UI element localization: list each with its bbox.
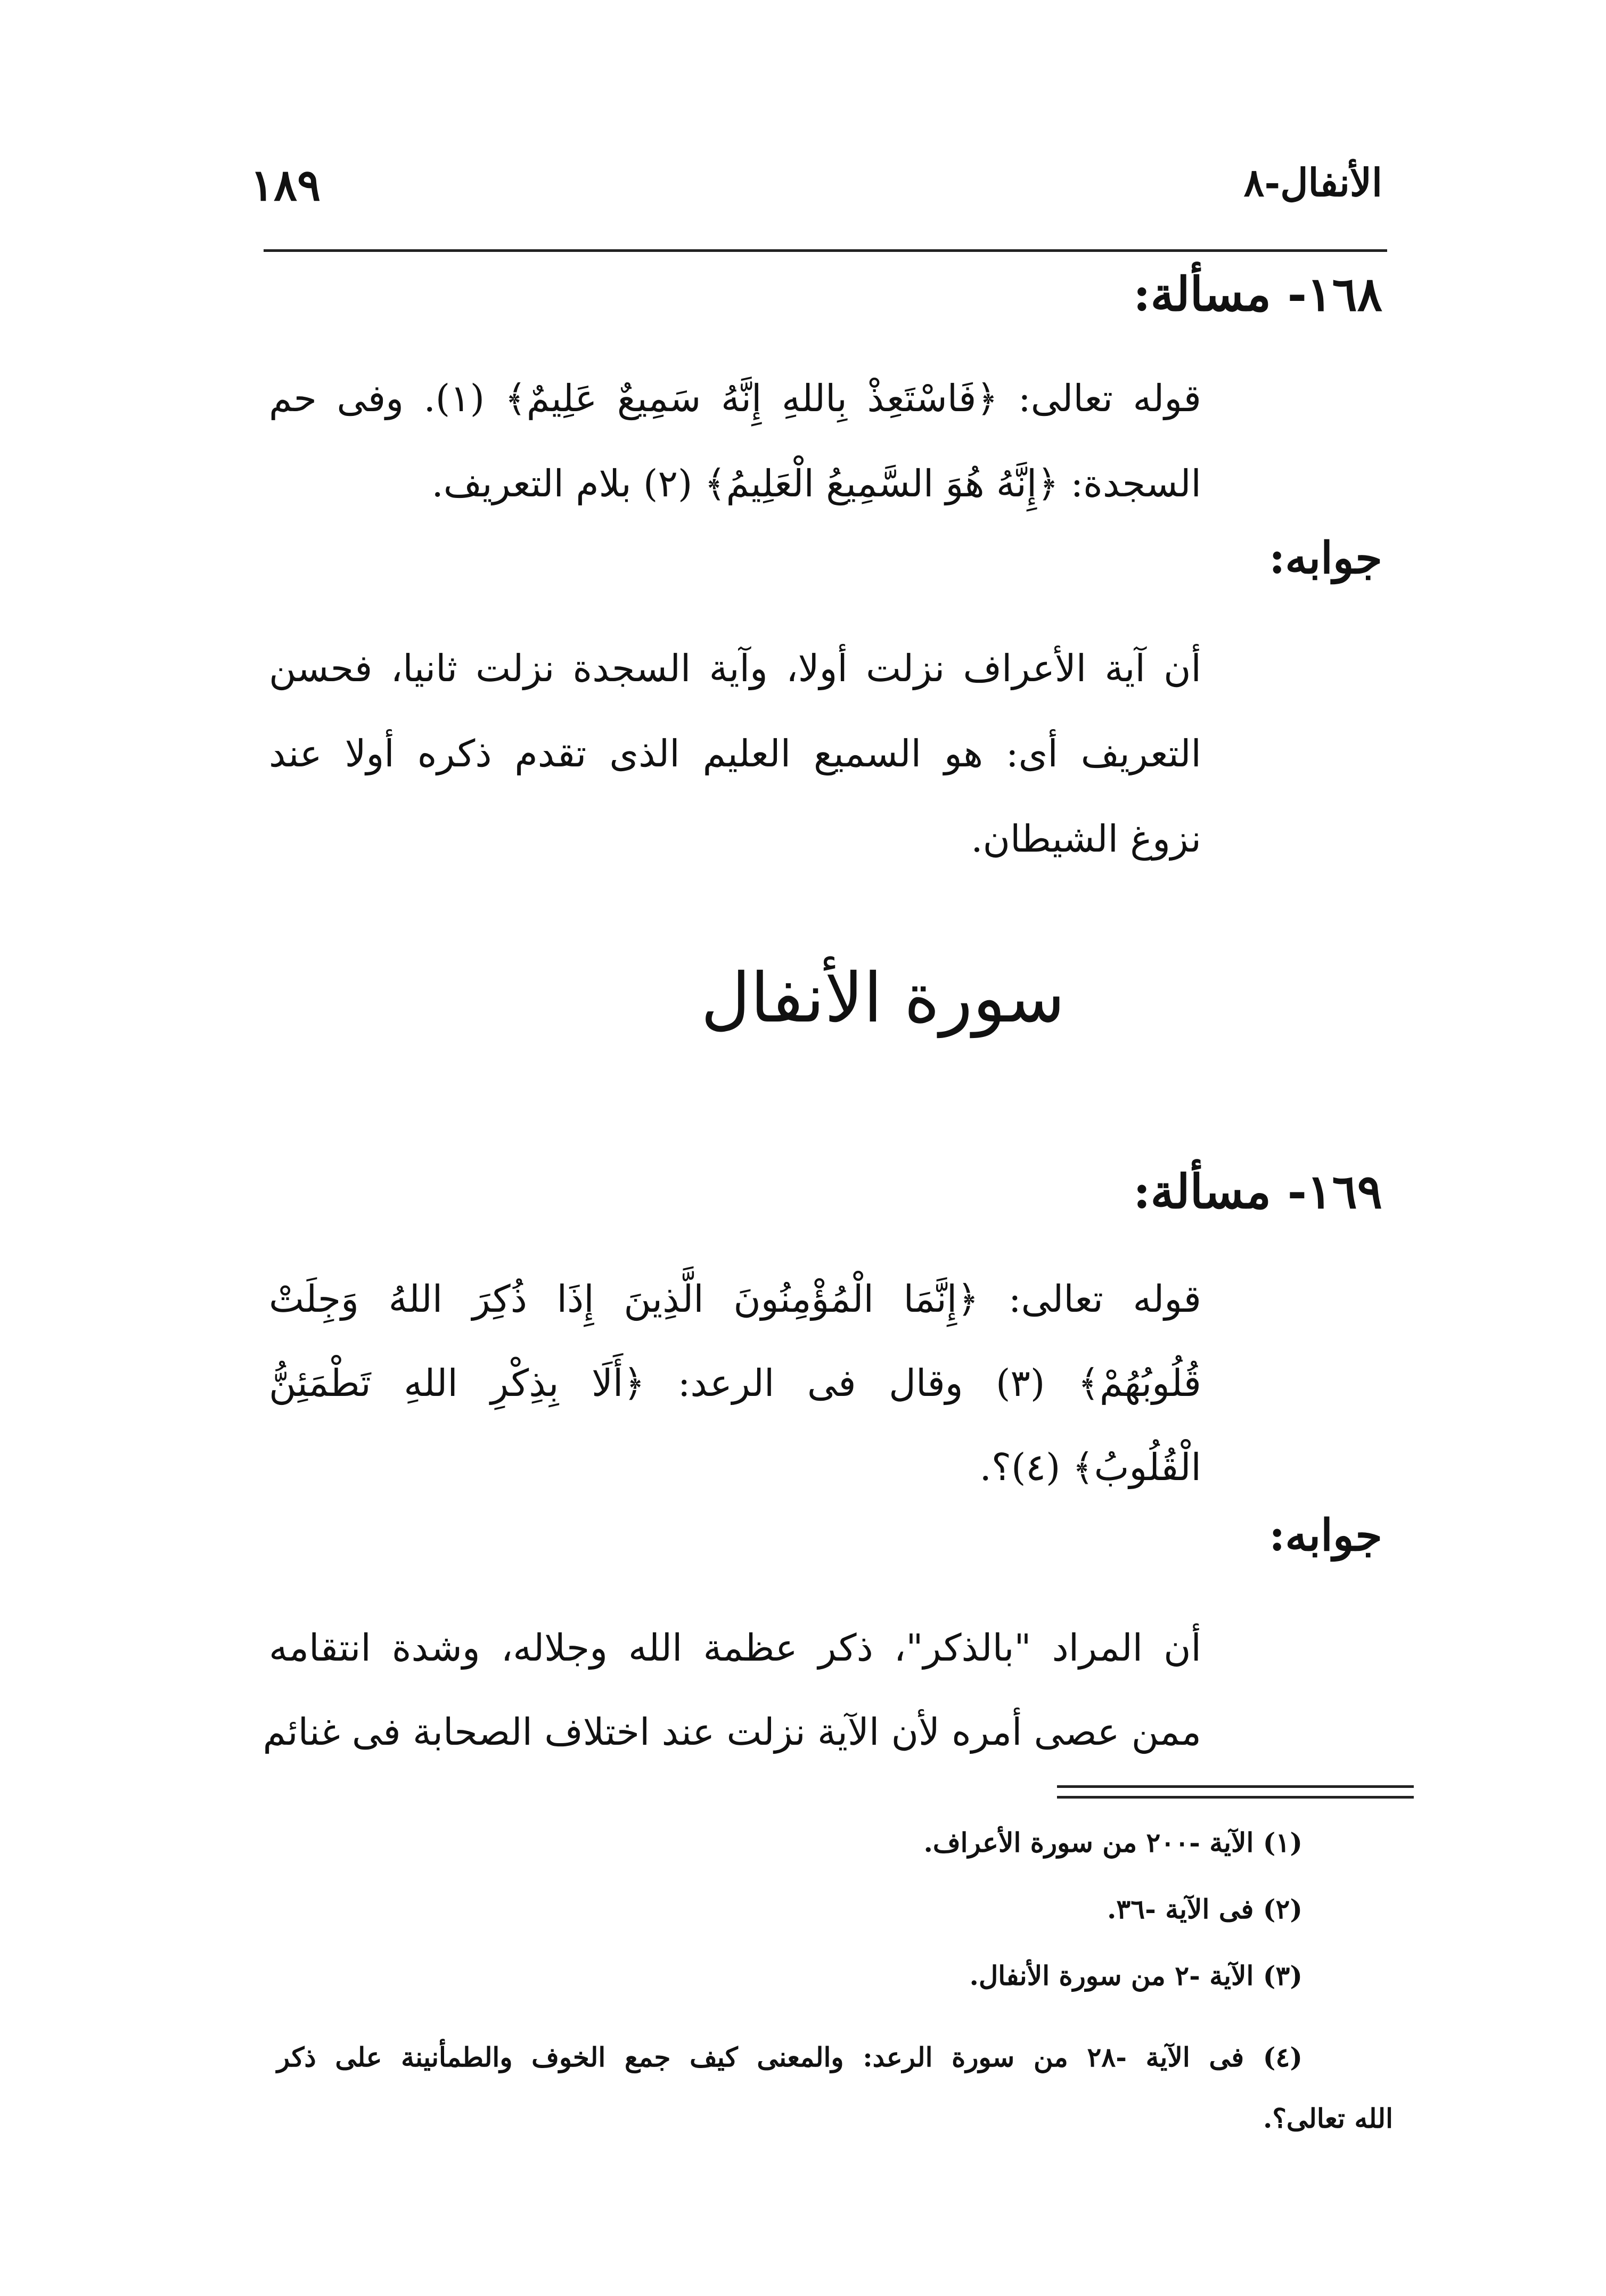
page-number: ١٨٩ [250, 160, 321, 211]
text-line: التعريف أى: هو السميع العليم الذى تقدم ذكره أولا عند [269, 732, 1201, 775]
text-line: السجدة: ﴿إِنَّهُ هُوَ السَّمِيعُ الْعَلِيمُ﴾ (٢) بلام التعريف. [431, 462, 1201, 505]
footnote-line: الله تعالى؟. [1263, 2103, 1393, 2134]
footnote-rule [1057, 1796, 1414, 1799]
text-line: أن المراد "بالذكر"، ذكر عظمة الله وجلاله، وشدة انتقامه [269, 1626, 1201, 1670]
answer-169-heading: جوابه: [1269, 1510, 1382, 1561]
question-169-heading: ١٦٩- مسألة: [1133, 1164, 1382, 1219]
text-line: أن آية الأعراف نزلت أولا، وآية السجدة نزلت ثانيا، فحسن [269, 647, 1201, 690]
answer-169-text [263, 1606, 1201, 1774]
surah-title: سورة الأنفال [701, 959, 1065, 1038]
answer-168-heading: جوابه: [1269, 533, 1382, 584]
question-168-heading: ١٦٨- مسألة: [1133, 266, 1382, 322]
footnote-3: (٣) الآية -٢ من سورة الأنفال. [969, 1960, 1302, 1991]
footnote-1: (١) الآية -٢٠٠ من سورة الأعراف. [923, 1827, 1302, 1858]
text-line: قوله تعالى: ﴿إِنَّمَا الْمُؤْمِنُونَ الَّذِينَ إِذَا ذُكِرَ اللهُ وَجِلَتْ [269, 1277, 1201, 1321]
header-rule [264, 249, 1387, 252]
answer-168-text [269, 626, 1201, 881]
text-line: الْقُلُوبُ﴾ (٤)؟. [979, 1445, 1201, 1489]
text-line: ممن عصى أمره لأن الآية نزلت عند اختلاف الصحابة فى غنائم [263, 1710, 1201, 1754]
question-169-text [269, 1257, 1201, 1509]
text-line: قوله تعالى: ﴿فَاسْتَعِذْ بِاللهِ إِنَّهُ سَمِيعٌ عَلِيمٌ﴾ (١). وفى حم [269, 377, 1202, 420]
running-title: الأنفال-٨ [1243, 160, 1382, 205]
footnote-2: (٢) فى الآية -٣٦. [1107, 1893, 1302, 1925]
footnote-rule [1057, 1785, 1414, 1788]
text-line: قُلُوبُهُمْ﴾ (٣) وقال فى الرعد: ﴿أَلَا بِذِكْرِ اللهِ تَطْمَئِنُّ [269, 1361, 1201, 1405]
question-168-text [269, 356, 1201, 526]
footnote-4 [277, 2027, 1393, 2149]
text-line: نزوغ الشيطان. [971, 817, 1201, 861]
footnote-line: (٤) فى الآية -٢٨ من سورة الرعد: والمعنى كيف جمع الخوف والطمأنينة على ذكر [277, 2041, 1302, 2073]
